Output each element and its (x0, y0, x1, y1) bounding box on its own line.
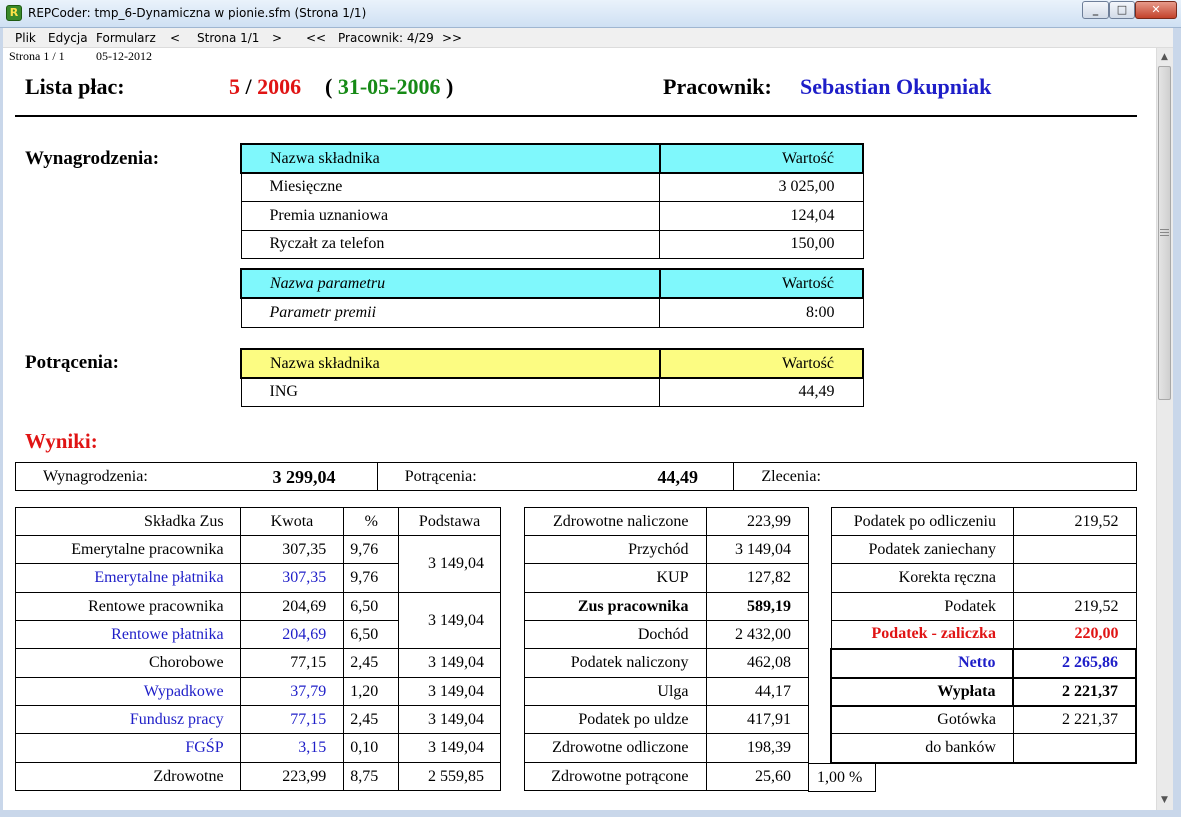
podatek-calc-table (524, 507, 809, 791)
row-value: 3 025,00 (660, 173, 863, 201)
table-header-row (241, 269, 863, 298)
header-name: Nazwa składnika (241, 349, 660, 378)
zus-header-name: Składka Zus (16, 508, 241, 536)
page-number: Strona 1 / 1 (9, 49, 65, 63)
calc-name: KUP (525, 564, 707, 593)
wynagrodzenia-label: Wynagrodzenia: (25, 148, 160, 169)
table-row (525, 649, 809, 678)
date-paren-close: ) (445, 74, 454, 99)
zus-podstawa: 2 559,85 (399, 763, 501, 791)
zus-pct: 1,20 (344, 678, 399, 706)
result-value: 2 265,86 (1013, 649, 1136, 678)
calc-value: 44,17 (706, 678, 808, 706)
row-name: Premia uznaniowa (241, 201, 660, 230)
zus-name: Emerytalne płatnika (16, 564, 241, 593)
calc-value: 589,19 (706, 593, 808, 621)
zus-header-pct: % (344, 508, 399, 536)
calc-value: 3 149,04 (706, 536, 808, 564)
zus-kwota: 77,15 (240, 706, 344, 734)
table-header-row (16, 508, 501, 536)
zus-name: Emerytalne pracownika (16, 536, 241, 564)
summary-wynagrodzenia-value: 3 299,04 (272, 466, 336, 487)
menu-edit-label: Edycja (48, 31, 88, 45)
potracenia-table (240, 348, 864, 407)
zus-pct: 6,50 (344, 593, 399, 621)
scroll-thumb[interactable] (1158, 66, 1171, 400)
table-row (525, 536, 809, 564)
table-row (831, 706, 1136, 734)
result-name: Wypłata (831, 678, 1013, 706)
wynagrodzenia-table (240, 143, 864, 259)
result-name: Podatek - zaliczka (831, 621, 1013, 649)
app-icon: R (6, 5, 22, 21)
table-row (831, 734, 1136, 763)
header-name: Nazwa parametru (241, 269, 660, 298)
page-indicator: Strona 1/1 (197, 31, 260, 45)
calc-value: 462,08 (706, 649, 808, 678)
zus-podstawa: 3 149,04 (399, 706, 501, 734)
employee-label: Pracownik: (663, 74, 772, 99)
scroll-down-icon[interactable]: ▼ (1161, 795, 1168, 805)
zus-podstawa: 3 149,04 (399, 678, 501, 706)
calc-value: 2 432,00 (706, 621, 808, 649)
summary-zlecenia-label: Zlecenia: (761, 467, 821, 485)
row-value: 44,49 (660, 378, 863, 406)
zus-podstawa: 3 149,04 (399, 734, 501, 763)
table-row (831, 536, 1136, 564)
table-row (525, 734, 809, 763)
next-page-button[interactable]: > (272, 31, 283, 45)
zus-pct: 6,50 (344, 621, 399, 649)
result-value: 220,00 (1013, 621, 1136, 649)
calc-value: 127,82 (706, 564, 808, 593)
calc-name: Podatek po uldze (525, 706, 707, 734)
window-border-left (0, 28, 3, 817)
menu-form[interactable] (96, 31, 156, 45)
table-row (16, 649, 501, 678)
table-row (831, 564, 1136, 593)
grip-line (1160, 232, 1169, 233)
header-divider (15, 115, 1137, 117)
header-value: Wartość (660, 269, 863, 298)
scroll-up-icon[interactable]: ▲ (1161, 52, 1168, 62)
table-row (525, 678, 809, 706)
zus-kwota: 204,69 (240, 593, 344, 621)
result-name: Podatek (831, 593, 1013, 621)
row-name: Miesięczne (241, 173, 660, 201)
table-row (525, 564, 809, 593)
result-value: 2 221,37 (1013, 706, 1136, 734)
zus-pct: 0,10 (344, 734, 399, 763)
parametry-table (240, 268, 864, 328)
wyniki-label: Wyniki: (25, 429, 98, 453)
calc-name: Zdrowotne potrącone (525, 763, 707, 791)
table-row (241, 378, 863, 406)
maximize-button[interactable]: □ (1109, 1, 1135, 19)
report-year: 2006 (257, 74, 302, 99)
header-name: Nazwa składnika (241, 144, 660, 173)
print-date: 05-12-2012 (96, 49, 152, 63)
zus-header-podstawa: Podstawa (399, 508, 501, 536)
zus-pct: 2,45 (344, 706, 399, 734)
potracenia-label: Potrącenia: (25, 352, 119, 373)
table-row (831, 649, 1136, 678)
report-title: Lista płac: (25, 74, 125, 99)
zus-kwota: 3,15 (240, 734, 344, 763)
report-date (325, 74, 453, 100)
table-row (525, 593, 809, 621)
table-row (809, 764, 876, 792)
calc-value: 198,39 (706, 734, 808, 763)
table-row (16, 763, 501, 791)
summary-potracenia-cell (377, 463, 734, 491)
zus-pct: 9,76 (344, 564, 399, 593)
zus-kwota: 307,35 (240, 536, 344, 564)
grip-line (1160, 235, 1169, 236)
table-row (16, 536, 501, 564)
row-value: 150,00 (660, 230, 863, 258)
calc-name: Dochód (525, 621, 707, 649)
result-value (1013, 564, 1136, 593)
calc-value: 223,99 (706, 508, 808, 536)
table-row (831, 508, 1136, 536)
grip-line (1160, 229, 1169, 230)
row-name: Parametr premii (241, 298, 660, 327)
zus-podstawa: 3 149,04 (399, 536, 501, 593)
table-row (241, 298, 863, 327)
zus-kwota: 77,15 (240, 649, 344, 678)
summary-potracenia-value: 44,49 (657, 466, 698, 487)
header-value: Wartość (660, 144, 863, 173)
zdrowotne-pct-table (808, 763, 876, 792)
zus-name: Wypadkowe (16, 678, 241, 706)
table-row (831, 621, 1136, 649)
table-header-row (241, 349, 863, 378)
zus-kwota: 204,69 (240, 621, 344, 649)
calc-name: Zdrowotne odliczone (525, 734, 707, 763)
table-row (831, 593, 1136, 621)
close-button[interactable]: ✕ (1135, 1, 1177, 19)
summary-wynagrodzenia-cell (16, 463, 378, 491)
window-border-right (1173, 28, 1181, 817)
period-slash: / (240, 74, 258, 99)
table-row (16, 593, 501, 621)
zus-name: Rentowe płatnika (16, 621, 241, 649)
zus-table (15, 507, 501, 791)
result-name: Gotówka (831, 706, 1013, 734)
result-name: Korekta ręczna (831, 564, 1013, 593)
employee-name: Sebastian Okupniak (800, 74, 992, 99)
calc-name: Podatek naliczony (525, 649, 707, 678)
calc-value: 417,91 (706, 706, 808, 734)
zus-header-kwota: Kwota (240, 508, 344, 536)
employee-counter: Pracownik: 4/29 (338, 31, 434, 45)
report-date-value: 31-05-2006 (337, 74, 441, 99)
summary-wynagrodzenia-label: Wynagrodzenia: (43, 467, 148, 485)
result-value: 2 221,37 (1013, 678, 1136, 706)
zus-name: FGŚP (16, 734, 241, 763)
zus-name: Fundusz pracy (16, 706, 241, 734)
table-row (525, 508, 809, 536)
zus-pct: 8,75 (344, 763, 399, 791)
zdrowotne-pct: 1,00 % (809, 764, 876, 792)
zus-kwota: 223,99 (240, 763, 344, 791)
result-value (1013, 734, 1136, 763)
table-row (831, 678, 1136, 706)
zus-name: Chorobowe (16, 649, 241, 678)
result-value (1013, 536, 1136, 564)
calc-name: Przychód (525, 536, 707, 564)
table-row (241, 230, 863, 258)
table-row (16, 706, 501, 734)
zus-name: Rentowe pracownika (16, 593, 241, 621)
table-row (16, 734, 501, 763)
table-row (525, 706, 809, 734)
minimize-button[interactable]: _ (1082, 1, 1109, 19)
date-paren-open: ( (325, 74, 333, 99)
result-name: Podatek zaniechany (831, 536, 1013, 564)
menu-form-label: Formularz (96, 31, 156, 45)
summary-potracenia-label: Potrącenia: (404, 467, 477, 485)
table-header-row (241, 144, 863, 173)
table-row (241, 173, 863, 201)
zus-name: Zdrowotne (16, 763, 241, 791)
zus-pct: 9,76 (344, 536, 399, 564)
row-value: 8:00 (660, 298, 863, 327)
calc-name: Ulga (525, 678, 707, 706)
row-value: 124,04 (660, 201, 863, 230)
report-month: 5 (229, 74, 240, 99)
prev-employee-button[interactable]: << (306, 31, 327, 45)
menu-edit[interactable] (48, 31, 88, 45)
menu-file-label: Plik (15, 31, 36, 45)
table-row (525, 621, 809, 649)
window-title: REPCoder: tmp_6-Dynamiczna w pionie.sfm (Strona 1/1) (28, 6, 367, 20)
summary-row (16, 463, 1137, 491)
calc-value: 25,60 (706, 763, 808, 791)
summary-zlecenia-cell (734, 463, 1137, 491)
table-row (525, 763, 809, 791)
calc-name: Zdrowotne naliczone (525, 508, 707, 536)
next-employee-button[interactable]: >> (442, 31, 463, 45)
zus-podstawa: 3 149,04 (399, 593, 501, 649)
calc-name: Zus pracownika (525, 593, 707, 621)
wyniki-summary-table (15, 462, 1137, 491)
table-row (241, 201, 863, 230)
zus-pct: 2,45 (344, 649, 399, 678)
header-value: Wartość (660, 349, 863, 378)
result-name: do banków (831, 734, 1013, 763)
row-name: ING (241, 378, 660, 406)
zus-kwota: 37,79 (240, 678, 344, 706)
podatek-result-table (830, 507, 1137, 764)
result-value: 219,52 (1013, 508, 1136, 536)
menu-file[interactable] (15, 31, 36, 45)
row-name: Ryczałt za telefon (241, 230, 660, 258)
prev-page-button[interactable]: < (170, 31, 181, 45)
report-period (229, 74, 301, 100)
result-name: Netto (831, 649, 1013, 678)
zus-kwota: 307,35 (240, 564, 344, 593)
result-value: 219,52 (1013, 593, 1136, 621)
zus-podstawa: 3 149,04 (399, 649, 501, 678)
result-name: Podatek po odliczeniu (831, 508, 1013, 536)
window-border-bottom (0, 810, 1181, 817)
table-row (16, 678, 501, 706)
